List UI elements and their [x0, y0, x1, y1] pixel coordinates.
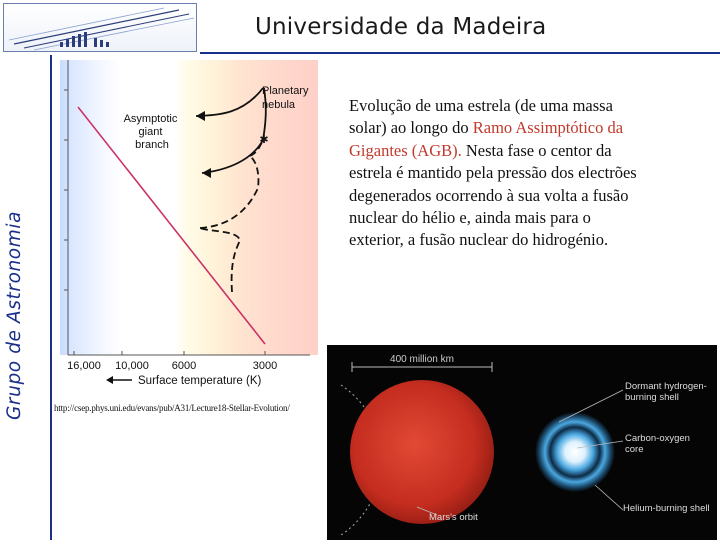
university-logo [3, 3, 197, 52]
description-part: Nesta fase o centor da estrela é mantido pela pressão dos electrões degenerados ocorrendo à sua volta a fusão nuclear do hélio e, ainda mais para o exterior, a fusão nuclear do hidrogénio. [349, 140, 637, 250]
star-structure-figure [327, 345, 717, 540]
core-label: Carbon-oxygen core [625, 433, 690, 455]
x-tick-label: 10,000 [115, 360, 149, 372]
agb-label: Asymptotic giant branch [123, 113, 178, 151]
sidebar-divider [50, 55, 52, 540]
star-core [535, 412, 615, 492]
header-divider [200, 52, 720, 54]
planetary-nebula-label: Planetary nebula [262, 85, 309, 111]
sidebar-label: Grupo de Astronomia [4, 210, 25, 420]
logo-graphic-icon [4, 4, 198, 53]
helium-shell-label: Helium-burning shell [623, 503, 710, 514]
x-axis-label: Surface temperature (K) [138, 375, 262, 387]
x-tick-label: 3000 [252, 360, 278, 372]
description-highlight: Ramo Assimptótico da Gigantes (AGB). [349, 118, 624, 160]
scale-label: 400 million km [390, 354, 454, 365]
hydrogen-shell-label: Dormant hydrogen- burning shell [625, 381, 707, 403]
hr-diagram-graphic [60, 60, 318, 398]
x-tick-label: 16,000 [67, 360, 101, 372]
description-text [349, 95, 649, 252]
mars-orbit-label: Mars's orbit [429, 512, 478, 523]
x-tick-label: 6000 [171, 360, 197, 372]
star-structure-graphic [327, 345, 717, 540]
source-url[interactable]: http://csep.phys.uni.edu/evans/pub/A31/Lecture18-Stellar-Evolution/ [54, 403, 290, 413]
star-marker-icon: ✱ [259, 133, 269, 146]
page-title: Universidade da Madeira [255, 14, 547, 40]
description-part: Evolução de uma estrela (de uma massa solar) ao longo do [349, 96, 613, 138]
hr-diagram [60, 60, 318, 398]
red-giant-star [350, 380, 494, 524]
